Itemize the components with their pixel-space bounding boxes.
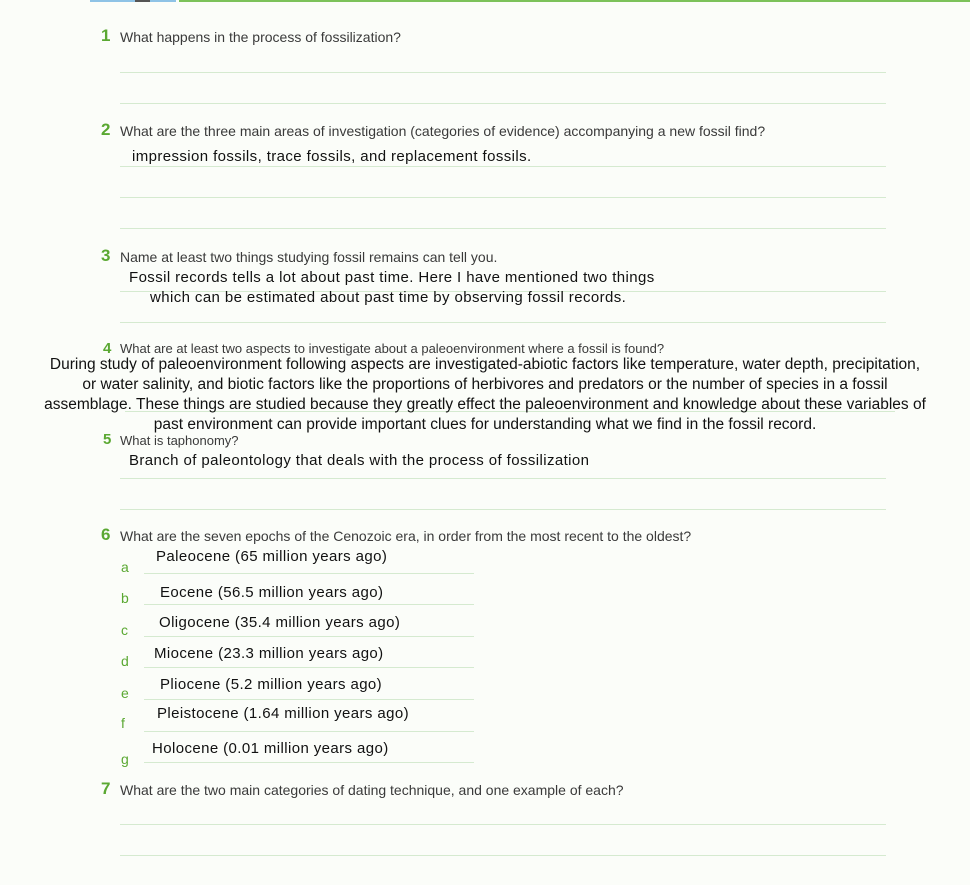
item-letter: d [121,653,129,669]
answer-line [120,166,886,167]
question-text: What happens in the process of fossilization? [120,29,401,45]
question-text: What are the two main categories of dating technique, and one example of each? [120,782,624,798]
answer-line-text: past environment can provide important clues for understanding what we find in the fossil record. [153,416,817,433]
answer-paragraph[interactable] [0,355,970,435]
epoch-answer[interactable]: Pliocene (5.2 million years ago) [160,676,383,693]
question-text: Name at least two things studying fossil remains can tell you. [120,249,498,265]
answer-line [120,322,886,323]
top-bar-blue [90,0,135,2]
answer-line [144,731,474,732]
item-letter: e [121,685,129,701]
answer-line [144,573,474,574]
answer-line-text: assemblage. These things are studied because they greatly effect the paleoenvironment and knowledge about these variables of [44,396,926,413]
question-number: 1 [101,26,111,45]
top-bar-blue-2 [150,0,176,2]
answer-line [144,604,474,605]
question-text: What are at least two aspects to investigate about a paleoenvironment where a fossil is found? [120,341,665,356]
answer-line [120,197,886,198]
item-letter: a [121,559,129,575]
answer-line [144,636,474,637]
question-text: What are the three main areas of investigation (categories of evidence) accompanying a new fossil find? [120,123,766,139]
item-letter: c [121,622,128,638]
answer-line [120,478,886,479]
answer-text[interactable]: Branch of paleontology that deals with the process of fossilization [129,452,590,469]
item-letter: f [121,715,125,731]
answer-line [144,667,474,668]
question-number: 6 [101,525,111,544]
answer-text[interactable]: Fossil records tells a lot about past time. Here I have mentioned two things [129,269,655,286]
epoch-answer[interactable]: Eocene (56.5 million years ago) [160,584,384,601]
question-number: 2 [101,120,111,139]
answer-text[interactable]: impression fossils, trace fossils, and replacement fossils. [132,148,532,165]
question-text: What is taphonomy? [120,433,239,448]
question-number: 5 [103,431,112,448]
epoch-answer[interactable]: Oligocene (35.4 million years ago) [159,614,401,631]
answer-line-text: During study of paleoenvironment following aspects are investigated-abiotic factors like temperature, water depth, precipitation, [49,356,921,373]
answer-line [120,509,886,510]
epoch-answer[interactable]: Miocene (23.3 million years ago) [154,645,384,662]
question-text: What are the seven epochs of the Cenozoic era, in order from the most recent to the oldest? [120,528,692,544]
question-number: 4 [103,340,112,357]
answer-line [144,699,474,700]
answer-line [120,228,886,229]
answer-line [144,762,474,763]
item-letter: b [121,590,129,606]
top-bar-dark [135,0,150,2]
question-number: 7 [101,779,111,798]
top-bar-green [179,0,970,2]
answer-line [120,72,886,73]
answer-line [120,103,886,104]
answer-line [120,855,886,856]
epoch-answer[interactable]: Pleistocene (1.64 million years ago) [157,705,410,722]
epoch-answer[interactable]: Paleocene (65 million years ago) [156,548,388,565]
epoch-answer[interactable]: Holocene (0.01 million years ago) [152,740,389,757]
answer-text[interactable]: which can be estimated about past time by observing fossil records. [150,289,627,306]
item-letter: g [121,751,129,767]
question-number: 3 [101,246,111,265]
answer-line [120,824,886,825]
answer-line-text: or water salinity, and biotic factors like the proportions of herbivores and predators or the number of species in a fossil [82,376,888,393]
